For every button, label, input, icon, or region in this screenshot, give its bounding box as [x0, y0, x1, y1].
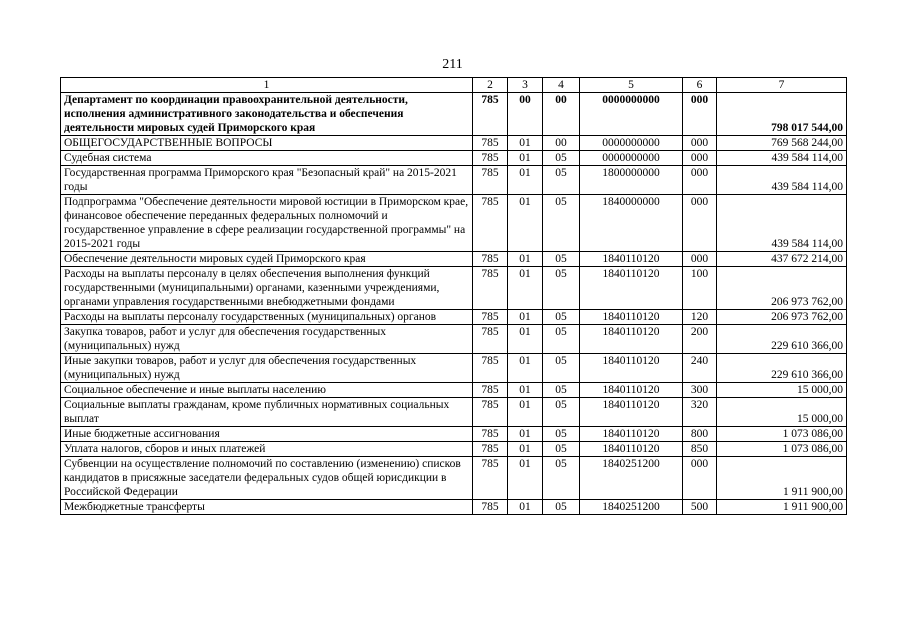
row-name-cell: Социальные выплаты гражданам, кроме публичных нормативных социальных выплат: [61, 398, 473, 427]
table-row: [61, 442, 847, 457]
row-name-cell: Судебная система: [61, 151, 473, 166]
expense-type-cell: 000: [683, 93, 717, 136]
row-name-cell: Субвенции на осуществление полномочий по составлению (изменению) списков кандидатов в присяжные заседатели федеральных судов общей юрисдикции в Российской Федерации: [61, 457, 473, 500]
code-cell: 785: [473, 151, 508, 166]
subsection-cell: 05: [543, 267, 580, 310]
subsection-cell: 05: [543, 195, 580, 252]
code-cell: 785: [473, 383, 508, 398]
table-body: [61, 78, 847, 515]
expense-type-cell: 320: [683, 398, 717, 427]
header-cell: 5: [580, 78, 683, 93]
table-row: [61, 151, 847, 166]
code-cell: 785: [473, 398, 508, 427]
expense-type-cell: 120: [683, 310, 717, 325]
target-article-cell: 1840251200: [580, 457, 683, 500]
section-cell: 01: [508, 252, 543, 267]
expense-type-cell: 200: [683, 325, 717, 354]
target-article-cell: 1800000000: [580, 166, 683, 195]
amount-cell: 1 911 900,00: [717, 500, 847, 515]
target-article-cell: 0000000000: [580, 93, 683, 136]
target-article-cell: 1840110120: [580, 383, 683, 398]
amount-cell: 206 973 762,00: [717, 310, 847, 325]
header-cell: 6: [683, 78, 717, 93]
row-name-cell: Обеспечение деятельности мировых судей Приморского края: [61, 252, 473, 267]
table-row: [61, 500, 847, 515]
expense-type-cell: 000: [683, 457, 717, 500]
target-article-cell: 1840251200: [580, 500, 683, 515]
row-name-cell: Межбюджетные трансферты: [61, 500, 473, 515]
amount-cell: 1 911 900,00: [717, 457, 847, 500]
section-cell: 00: [508, 93, 543, 136]
row-name-cell: Департамент по координации правоохранительной деятельности, исполнения административного законодательства и обеспечения деятельности мировых судей Приморского края: [61, 93, 473, 136]
section-cell: 01: [508, 267, 543, 310]
table-row: [61, 427, 847, 442]
amount-cell: 798 017 544,00: [717, 93, 847, 136]
row-name-cell: Иные закупки товаров, работ и услуг для обеспечения государственных (муниципальных) нужд: [61, 354, 473, 383]
subsection-cell: 05: [543, 325, 580, 354]
table-row: [61, 252, 847, 267]
row-name-cell: Подпрограмма "Обеспечение деятельности мировой юстиции в Приморском крае, финансовое обеспечение переданных федеральных полномочий и государственное управление в сфере реализации государственной программы" на 2015-2021 годы: [61, 195, 473, 252]
expense-type-cell: 000: [683, 166, 717, 195]
table-row: [61, 136, 847, 151]
subsection-cell: 05: [543, 310, 580, 325]
row-name-cell: Расходы на выплаты персоналу государственных (муниципальных) органов: [61, 310, 473, 325]
target-article-cell: 1840110120: [580, 325, 683, 354]
header-cell: 3: [508, 78, 543, 93]
section-cell: 01: [508, 136, 543, 151]
section-cell: 01: [508, 442, 543, 457]
section-cell: 01: [508, 427, 543, 442]
section-cell: 01: [508, 500, 543, 515]
subsection-cell: 05: [543, 398, 580, 427]
table-row: [61, 310, 847, 325]
amount-cell: 206 973 762,00: [717, 267, 847, 310]
amount-cell: 15 000,00: [717, 383, 847, 398]
section-cell: 01: [508, 383, 543, 398]
row-name-cell: Уплата налогов, сборов и иных платежей: [61, 442, 473, 457]
amount-cell: 229 610 366,00: [717, 325, 847, 354]
code-cell: 785: [473, 166, 508, 195]
table-row: [61, 457, 847, 500]
table-row: [61, 267, 847, 310]
target-article-cell: 1840110120: [580, 267, 683, 310]
header-cell: 4: [543, 78, 580, 93]
amount-cell: 439 584 114,00: [717, 151, 847, 166]
target-article-cell: 1840110120: [580, 398, 683, 427]
header-cell: 2: [473, 78, 508, 93]
section-cell: 01: [508, 151, 543, 166]
code-cell: 785: [473, 267, 508, 310]
amount-cell: 437 672 214,00: [717, 252, 847, 267]
amount-cell: 229 610 366,00: [717, 354, 847, 383]
section-cell: 01: [508, 166, 543, 195]
subsection-cell: 05: [543, 151, 580, 166]
table-row: [61, 383, 847, 398]
table-row: [61, 93, 847, 136]
table-row: [61, 354, 847, 383]
row-name-cell: Социальное обеспечение и иные выплаты населению: [61, 383, 473, 398]
code-cell: 785: [473, 195, 508, 252]
subsection-cell: 05: [543, 500, 580, 515]
target-article-cell: 1840110120: [580, 252, 683, 267]
table-row: [61, 195, 847, 252]
target-article-cell: 0000000000: [580, 136, 683, 151]
page-number: 211: [442, 57, 463, 72]
target-article-cell: 1840110120: [580, 427, 683, 442]
row-name-cell: Иные бюджетные ассигнования: [61, 427, 473, 442]
subsection-cell: 05: [543, 383, 580, 398]
expense-type-cell: 000: [683, 136, 717, 151]
code-cell: 785: [473, 310, 508, 325]
row-name-cell: ОБЩЕГОСУДАРСТВЕННЫЕ ВОПРОСЫ: [61, 136, 473, 151]
row-name-cell: Государственная программа Приморского края "Безопасный край" на 2015-2021 годы: [61, 166, 473, 195]
target-article-cell: 0000000000: [580, 151, 683, 166]
section-cell: 01: [508, 310, 543, 325]
subsection-cell: 05: [543, 442, 580, 457]
code-cell: 785: [473, 457, 508, 500]
expense-type-cell: 240: [683, 354, 717, 383]
code-cell: 785: [473, 93, 508, 136]
code-cell: 785: [473, 252, 508, 267]
table-row: [61, 398, 847, 427]
subsection-cell: 05: [543, 354, 580, 383]
expense-type-cell: 500: [683, 500, 717, 515]
expense-type-cell: 000: [683, 195, 717, 252]
code-cell: 785: [473, 500, 508, 515]
header-cell: 7: [717, 78, 847, 93]
amount-cell: 1 073 086,00: [717, 442, 847, 457]
code-cell: 785: [473, 325, 508, 354]
section-cell: 01: [508, 354, 543, 383]
target-article-cell: 1840110120: [580, 310, 683, 325]
target-article-cell: 1840110120: [580, 354, 683, 383]
row-name-cell: Закупка товаров, работ и услуг для обеспечения государственных (муниципальных) нужд: [61, 325, 473, 354]
amount-cell: 1 073 086,00: [717, 427, 847, 442]
budget-table: [60, 77, 847, 515]
subsection-cell: 05: [543, 427, 580, 442]
code-cell: 785: [473, 354, 508, 383]
subsection-cell: 05: [543, 252, 580, 267]
table-row: [61, 166, 847, 195]
target-article-cell: 1840110120: [580, 442, 683, 457]
expense-type-cell: 300: [683, 383, 717, 398]
expense-type-cell: 850: [683, 442, 717, 457]
subsection-cell: 05: [543, 166, 580, 195]
expense-type-cell: 100: [683, 267, 717, 310]
table-header-row: [61, 78, 847, 93]
section-cell: 01: [508, 195, 543, 252]
code-cell: 785: [473, 427, 508, 442]
target-article-cell: 1840000000: [580, 195, 683, 252]
amount-cell: 15 000,00: [717, 398, 847, 427]
expense-type-cell: 800: [683, 427, 717, 442]
subsection-cell: 00: [543, 93, 580, 136]
expense-type-cell: 000: [683, 252, 717, 267]
section-cell: 01: [508, 398, 543, 427]
amount-cell: 439 584 114,00: [717, 166, 847, 195]
amount-cell: 769 568 244,00: [717, 136, 847, 151]
section-cell: 01: [508, 325, 543, 354]
table-row: [61, 325, 847, 354]
header-cell: 1: [61, 78, 473, 93]
row-name-cell: Расходы на выплаты персоналу в целях обеспечения выполнения функций государственными (муниципальными) органами, казенными учреждениями, органами управления государственными внебюджетными фондами: [61, 267, 473, 310]
amount-cell: 439 584 114,00: [717, 195, 847, 252]
section-cell: 01: [508, 457, 543, 500]
code-cell: 785: [473, 136, 508, 151]
code-cell: 785: [473, 442, 508, 457]
subsection-cell: 00: [543, 136, 580, 151]
subsection-cell: 05: [543, 457, 580, 500]
expense-type-cell: 000: [683, 151, 717, 166]
